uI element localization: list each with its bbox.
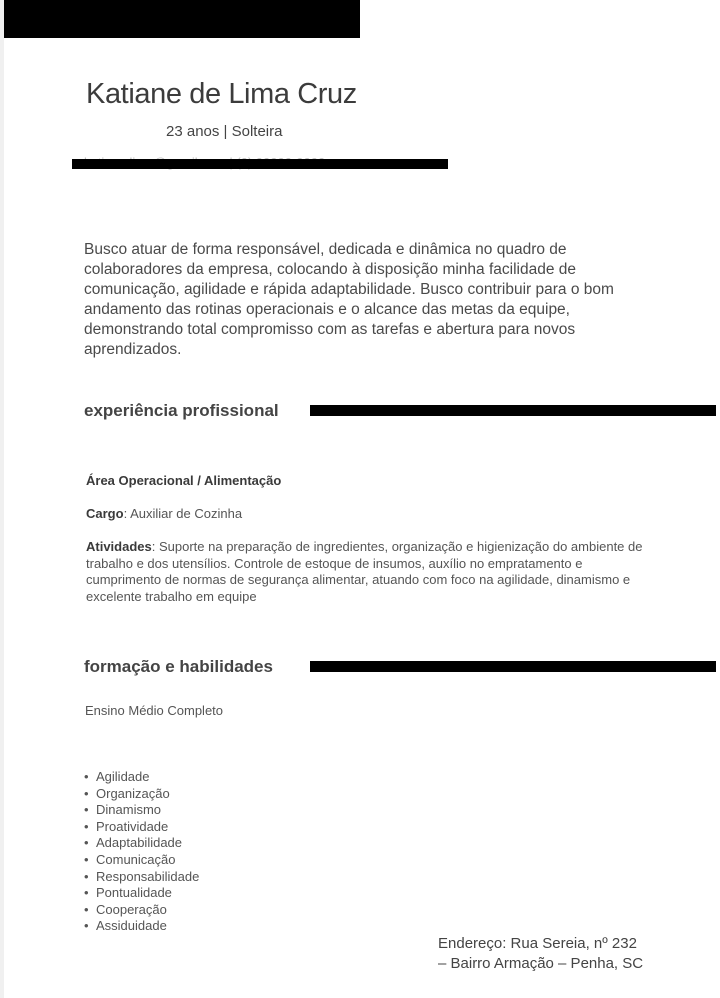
address-line-1: Endereço: Rua Sereia, nº 232 bbox=[438, 935, 637, 952]
section-rule-education bbox=[310, 661, 716, 672]
skill-item: • Assiduidade bbox=[84, 918, 199, 935]
address-line-2: – Bairro Armação – Penha, SC bbox=[438, 955, 644, 972]
candidate-name: Katiane de Lima Cruz bbox=[86, 78, 357, 110]
skill-item: • Dinamismo bbox=[84, 802, 199, 819]
cargo-value: : Auxiliar de Cozinha bbox=[123, 506, 243, 521]
skill-item: • Responsabilidade bbox=[84, 869, 199, 886]
skill-item: • Cooperação bbox=[84, 902, 199, 919]
experience-area: Área Operacional / Alimentação bbox=[86, 473, 282, 488]
atividades-value: : Suporte na preparação de ingredientes, organização e higienização do ambiente de trabalho e dos utensílios. Controle de estoque de insumos, auxílio no empratamento e cumprimento de normas de segurança alimentar, atuando com foco na agilidade, dinamismo e excelente trabalho em equipe bbox=[86, 539, 643, 604]
section-title-education: formação e habilidades bbox=[84, 657, 273, 676]
atividades-label: Atividades bbox=[86, 539, 152, 554]
section-title-experience: experiência profissional bbox=[84, 401, 279, 420]
education-level: Ensino Médio Completo bbox=[85, 703, 224, 718]
redaction-bar-contact bbox=[72, 159, 448, 169]
professional-summary: Busco atuar de forma responsável, dedicada e dinâmica no quadro de colaboradores da empresa, colocando à disposição minha facilidade de comunicação, agilidade e rápida adaptabilidade. Busco contribuir para o bom andamento das rotinas operacionais e o alcance das metas da equipe, demonstrando total compromisso com as tarefas e abertura para novos aprendizados. bbox=[84, 241, 614, 358]
section-rule-experience bbox=[310, 405, 716, 416]
page-edge bbox=[0, 0, 4, 998]
skill-item: • Proatividade bbox=[84, 819, 199, 836]
skill-item: • Adaptabilidade bbox=[84, 835, 199, 852]
skill-item: • Agilidade bbox=[84, 769, 199, 786]
cargo-label: Cargo bbox=[86, 506, 124, 521]
experience-cargo bbox=[86, 506, 242, 521]
age-marital-status: 23 anos | Solteira bbox=[166, 123, 283, 140]
skills-list bbox=[84, 769, 199, 935]
skill-item: • Comunicação bbox=[84, 852, 199, 869]
address bbox=[438, 934, 643, 974]
redaction-bar-top bbox=[4, 0, 360, 38]
experience-activities bbox=[86, 539, 646, 605]
skill-item: • Organização bbox=[84, 786, 199, 803]
skill-item: • Pontualidade bbox=[84, 885, 199, 902]
